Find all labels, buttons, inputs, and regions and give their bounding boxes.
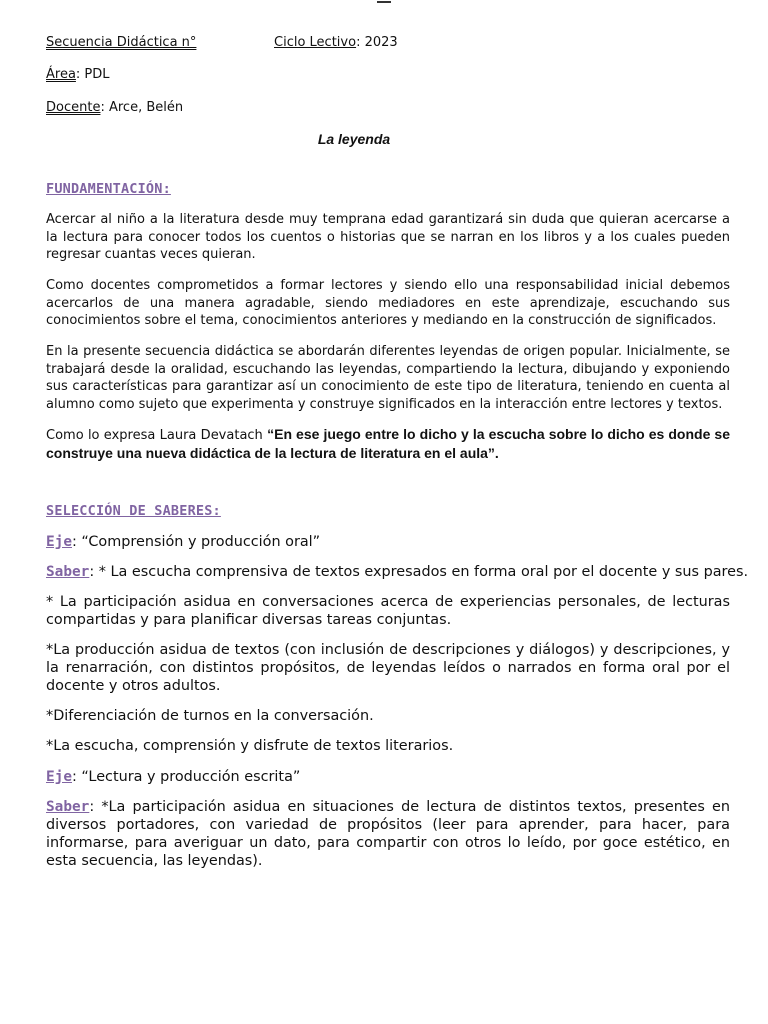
docente-value: : Arce, Belén	[100, 100, 184, 115]
area-label: Área	[46, 67, 76, 82]
area-value: : PDL	[75, 67, 110, 82]
fundamentacion-paragraph-3: En la presente secuencia didáctica se abordarán diferentes leyendas de origen popular. Inicialmente, se trabajará desde la oralidad, escuchando las leyendas, compartiendo la lectura, dibujando y exponiendo sus características para garantizar así un conocimiento de este tipo de literatura, teniendo en cuenta al alumno como sujeto que experimenta y construye significados en la interacción entre lectores y textos.	[46, 344, 730, 413]
saber-1-label: Saber	[46, 564, 90, 580]
eje-2	[46, 768, 730, 786]
ciclo-value: : 2023	[356, 35, 398, 50]
saber-2-text: : *La participación asidua en situaciones de lectura de distintos textos, presentes en diversos portadores, con variedad de propósitos (leer para aprender, para hacer, para informarse, para averiguar un dato, para compartir con otros lo leído, por goce estético, en esta secuencia, las leyendas).	[46, 799, 730, 869]
saber-item-3: *Diferenciación de turnos en la conversación.	[46, 708, 374, 724]
header-area	[46, 67, 110, 83]
fundamentacion-paragraph-2: Como docentes comprometidos a formar lectores y siendo ello una responsabilidad inicial debemos acercarlos de una manera agradable, siendo mediadores en este aprendizaje, escuchando sus conocimientos sobre el tema, conocimientos anteriores y mediando en la construcción de significados.	[46, 278, 730, 329]
fundamentacion-heading: FUNDAMENTACIÓN:	[46, 181, 171, 197]
saber-item-4: *La escucha, comprensión y disfrute de textos literarios.	[46, 738, 454, 754]
saberes-heading: SELECCIÓN DE SABERES:	[46, 503, 221, 519]
document-title: La leyenda	[317, 131, 391, 147]
saber-item-2: *La producción asidua de textos (con inclusión de descripciones y diálogos) y descripciones, y la renarración, con distintos propósitos, de leyendas leídos o narrados en forma oral por el docente y otros adultos.	[46, 642, 730, 694]
saber-item-1: * La participación asidua en conversaciones acerca de experiencias personales, de lecturas compartidas y para planificar diversas tareas conjuntas.	[46, 594, 730, 628]
saber-2	[46, 798, 730, 870]
fundamentacion-paragraph-4	[46, 426, 730, 463]
eje-2-text: : “Lectura y producción escrita”	[72, 769, 301, 785]
eje-1-label: Eje	[46, 534, 72, 550]
saber-1	[46, 563, 756, 581]
quote-intro: Como lo expresa Laura Devatach	[46, 428, 268, 443]
page-top-mark	[377, 0, 391, 3]
header-ciclo	[274, 35, 398, 51]
ciclo-label: Ciclo Lectivo	[274, 35, 357, 50]
eje-1-text: : “Comprensión y producción oral”	[72, 534, 321, 550]
header-docente	[46, 100, 183, 116]
fundamentacion-paragraph-1: Acercar al niño a la literatura desde muy temprana edad garantizará sin duda que quieran acercarse a la lectura para conocer todos los cuentos o historias que se narran en los libros y a los cuales pueden regresar cuantas veces quieran.	[46, 212, 730, 263]
devatach-quote: “En ese juego entre lo dicho y la escucha sobre lo dicho es donde se construye una nueva didáctica de la lectura de literatura en el aula”.	[46, 426, 731, 461]
saber-2-label: Saber	[46, 799, 90, 815]
secuencia-label: Secuencia Didáctica n°	[46, 35, 197, 50]
header-secuencia	[46, 35, 196, 51]
eje-2-label: Eje	[46, 769, 72, 785]
eje-1	[46, 533, 730, 551]
saber-1-text: : * La escucha comprensiva de textos expresados en forma oral por el docente y sus pares.	[89, 564, 749, 580]
docente-label: Docente	[46, 100, 101, 115]
